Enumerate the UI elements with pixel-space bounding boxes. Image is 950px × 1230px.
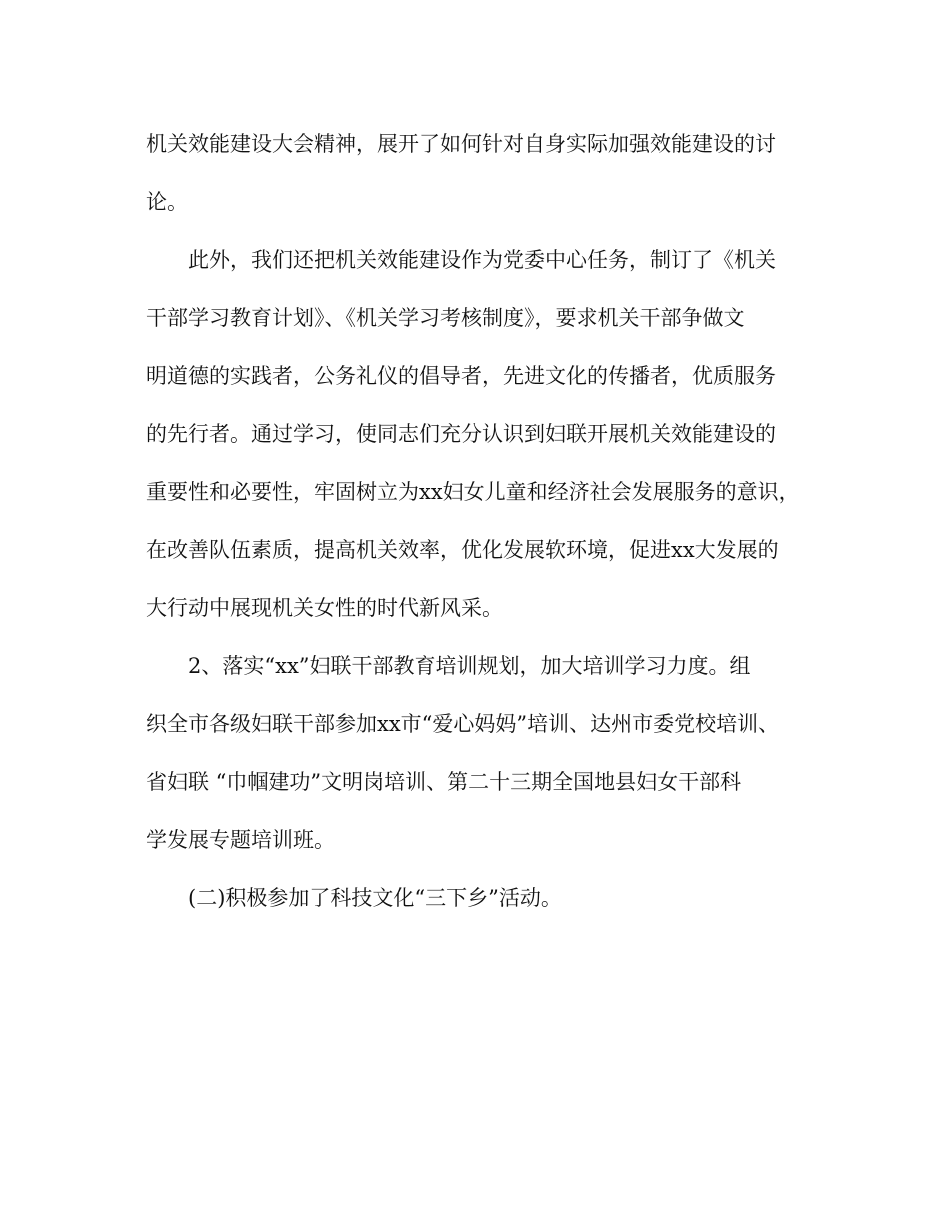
text-line: 论。	[146, 190, 188, 214]
text-line: 学发展专题培训班。	[146, 828, 335, 852]
text-line: 省妇联 “巾帼建功”文明岗培训、第二十三期全国地县妇女干部科	[146, 770, 742, 794]
document-body	[146, 124, 826, 936]
text-line: 重要性和必要性，牢固树立为xx妇女儿童和经济社会发展服务的意识，	[146, 480, 800, 504]
text-line: 干部学习教育计划》、《机关学习考核制度》，要求机关干部争做文	[146, 306, 745, 330]
section-heading-line: (二)积极参加了科技文化“三下乡”活动。	[188, 886, 562, 910]
text-line: 织全市各级妇联干部参加xx市“爱心妈妈”培训、达州市委党校培训、	[146, 712, 780, 736]
text-line: 明道德的实践者，公务礼仪的倡导者，先进文化的传播者，优质服务	[146, 364, 776, 388]
paragraph-start-line: 此外，我们还把机关效能建设作为党委中心任务，制订了《机关	[188, 248, 776, 272]
paragraph-start-line: 2、落实“xx”妇联干部教育培训规划，加大培训学习力度。组	[188, 654, 751, 678]
text-line: 大行动中展现机关女性的时代新风采。	[146, 596, 503, 620]
text-line: 机关效能建设大会精神，展开了如何针对自身实际加强效能建设的讨	[146, 132, 776, 156]
text-line: 的先行者。通过学习，使同志们充分认识到妇联开展机关效能建设的	[146, 422, 776, 446]
text-line: 在改善队伍素质，提高机关效率，优化发展软环境，促进xx大发展的	[146, 538, 779, 562]
